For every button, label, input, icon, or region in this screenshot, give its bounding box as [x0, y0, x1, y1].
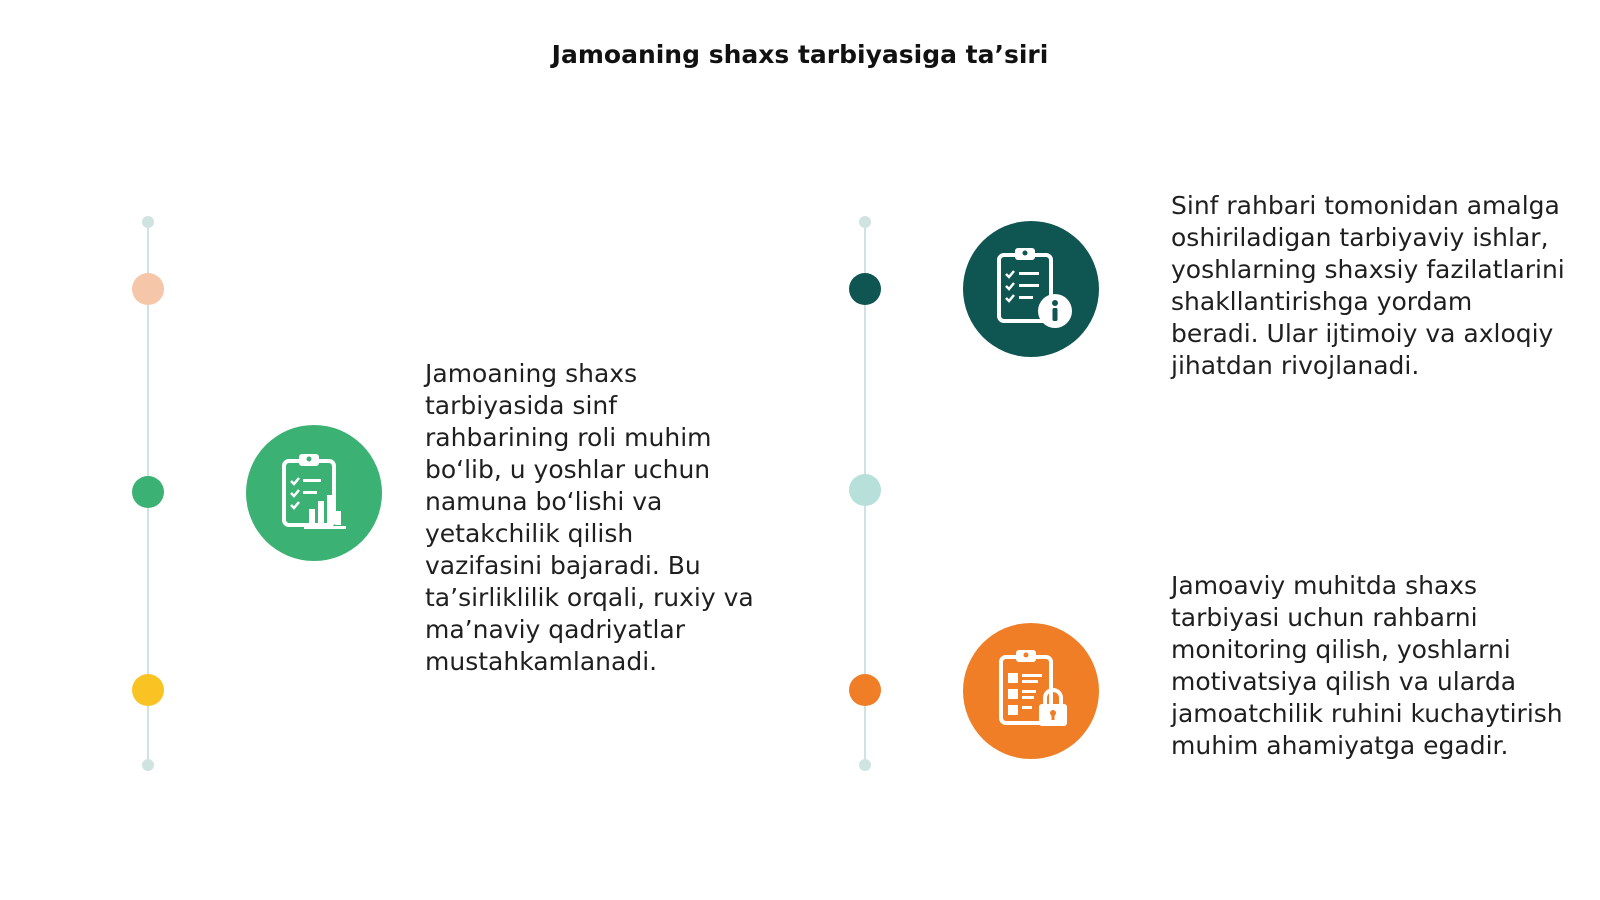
right-rail-bottom-cap	[859, 759, 871, 771]
clipboard-chart-icon	[246, 425, 382, 561]
left-rail-yellow-dot	[132, 674, 164, 706]
left-rail-peach-dot	[132, 273, 164, 305]
left-rail-bottom-cap	[142, 759, 154, 771]
right-rail-top-cap	[859, 216, 871, 228]
left-rail-top-cap	[142, 216, 154, 228]
left-rail-green-dot	[132, 476, 164, 508]
clipboard-lock-icon	[963, 623, 1099, 759]
left-text-block: Jamoaning shaxs tarbiyasida sinf rahbarining roli muhim bo‘lib, u yoshlar uchun namuna bo‘lishi va yetakchilik qilish vazifasini bajaradi. Bu ta’sirliklilik orqali, ruxiy va ma’naviy qadriyatlar mustahkamlanadi.	[425, 359, 754, 676]
page-title: Jamoaning shaxs tarbiyasiga ta’siri	[551, 40, 1049, 69]
right-rail-light-teal-dot	[849, 474, 881, 506]
right-rail-teal-dot	[849, 273, 881, 305]
right-top-text-block: Sinf rahbari tomonidan amalga oshiriladigan tarbiyaviy ishlar, yoshlarning shaxsiy fazilatlarini shakllantirishga yordam beradi. Ular ijtimoiy va axloqiy jihatdan rivojlanadi.	[1171, 191, 1565, 380]
right-bottom-text-block: Jamoaviy muhitda shaxs tarbiyasi uchun rahbarni monitoring qilish, yoshlarni motivatsiya qilish va ularda jamoatchilik ruhini kuchaytirish muhim ahamiyatga egadir.	[1171, 571, 1563, 760]
clipboard-info-icon	[963, 221, 1099, 357]
right-rail-orange-dot	[849, 674, 881, 706]
